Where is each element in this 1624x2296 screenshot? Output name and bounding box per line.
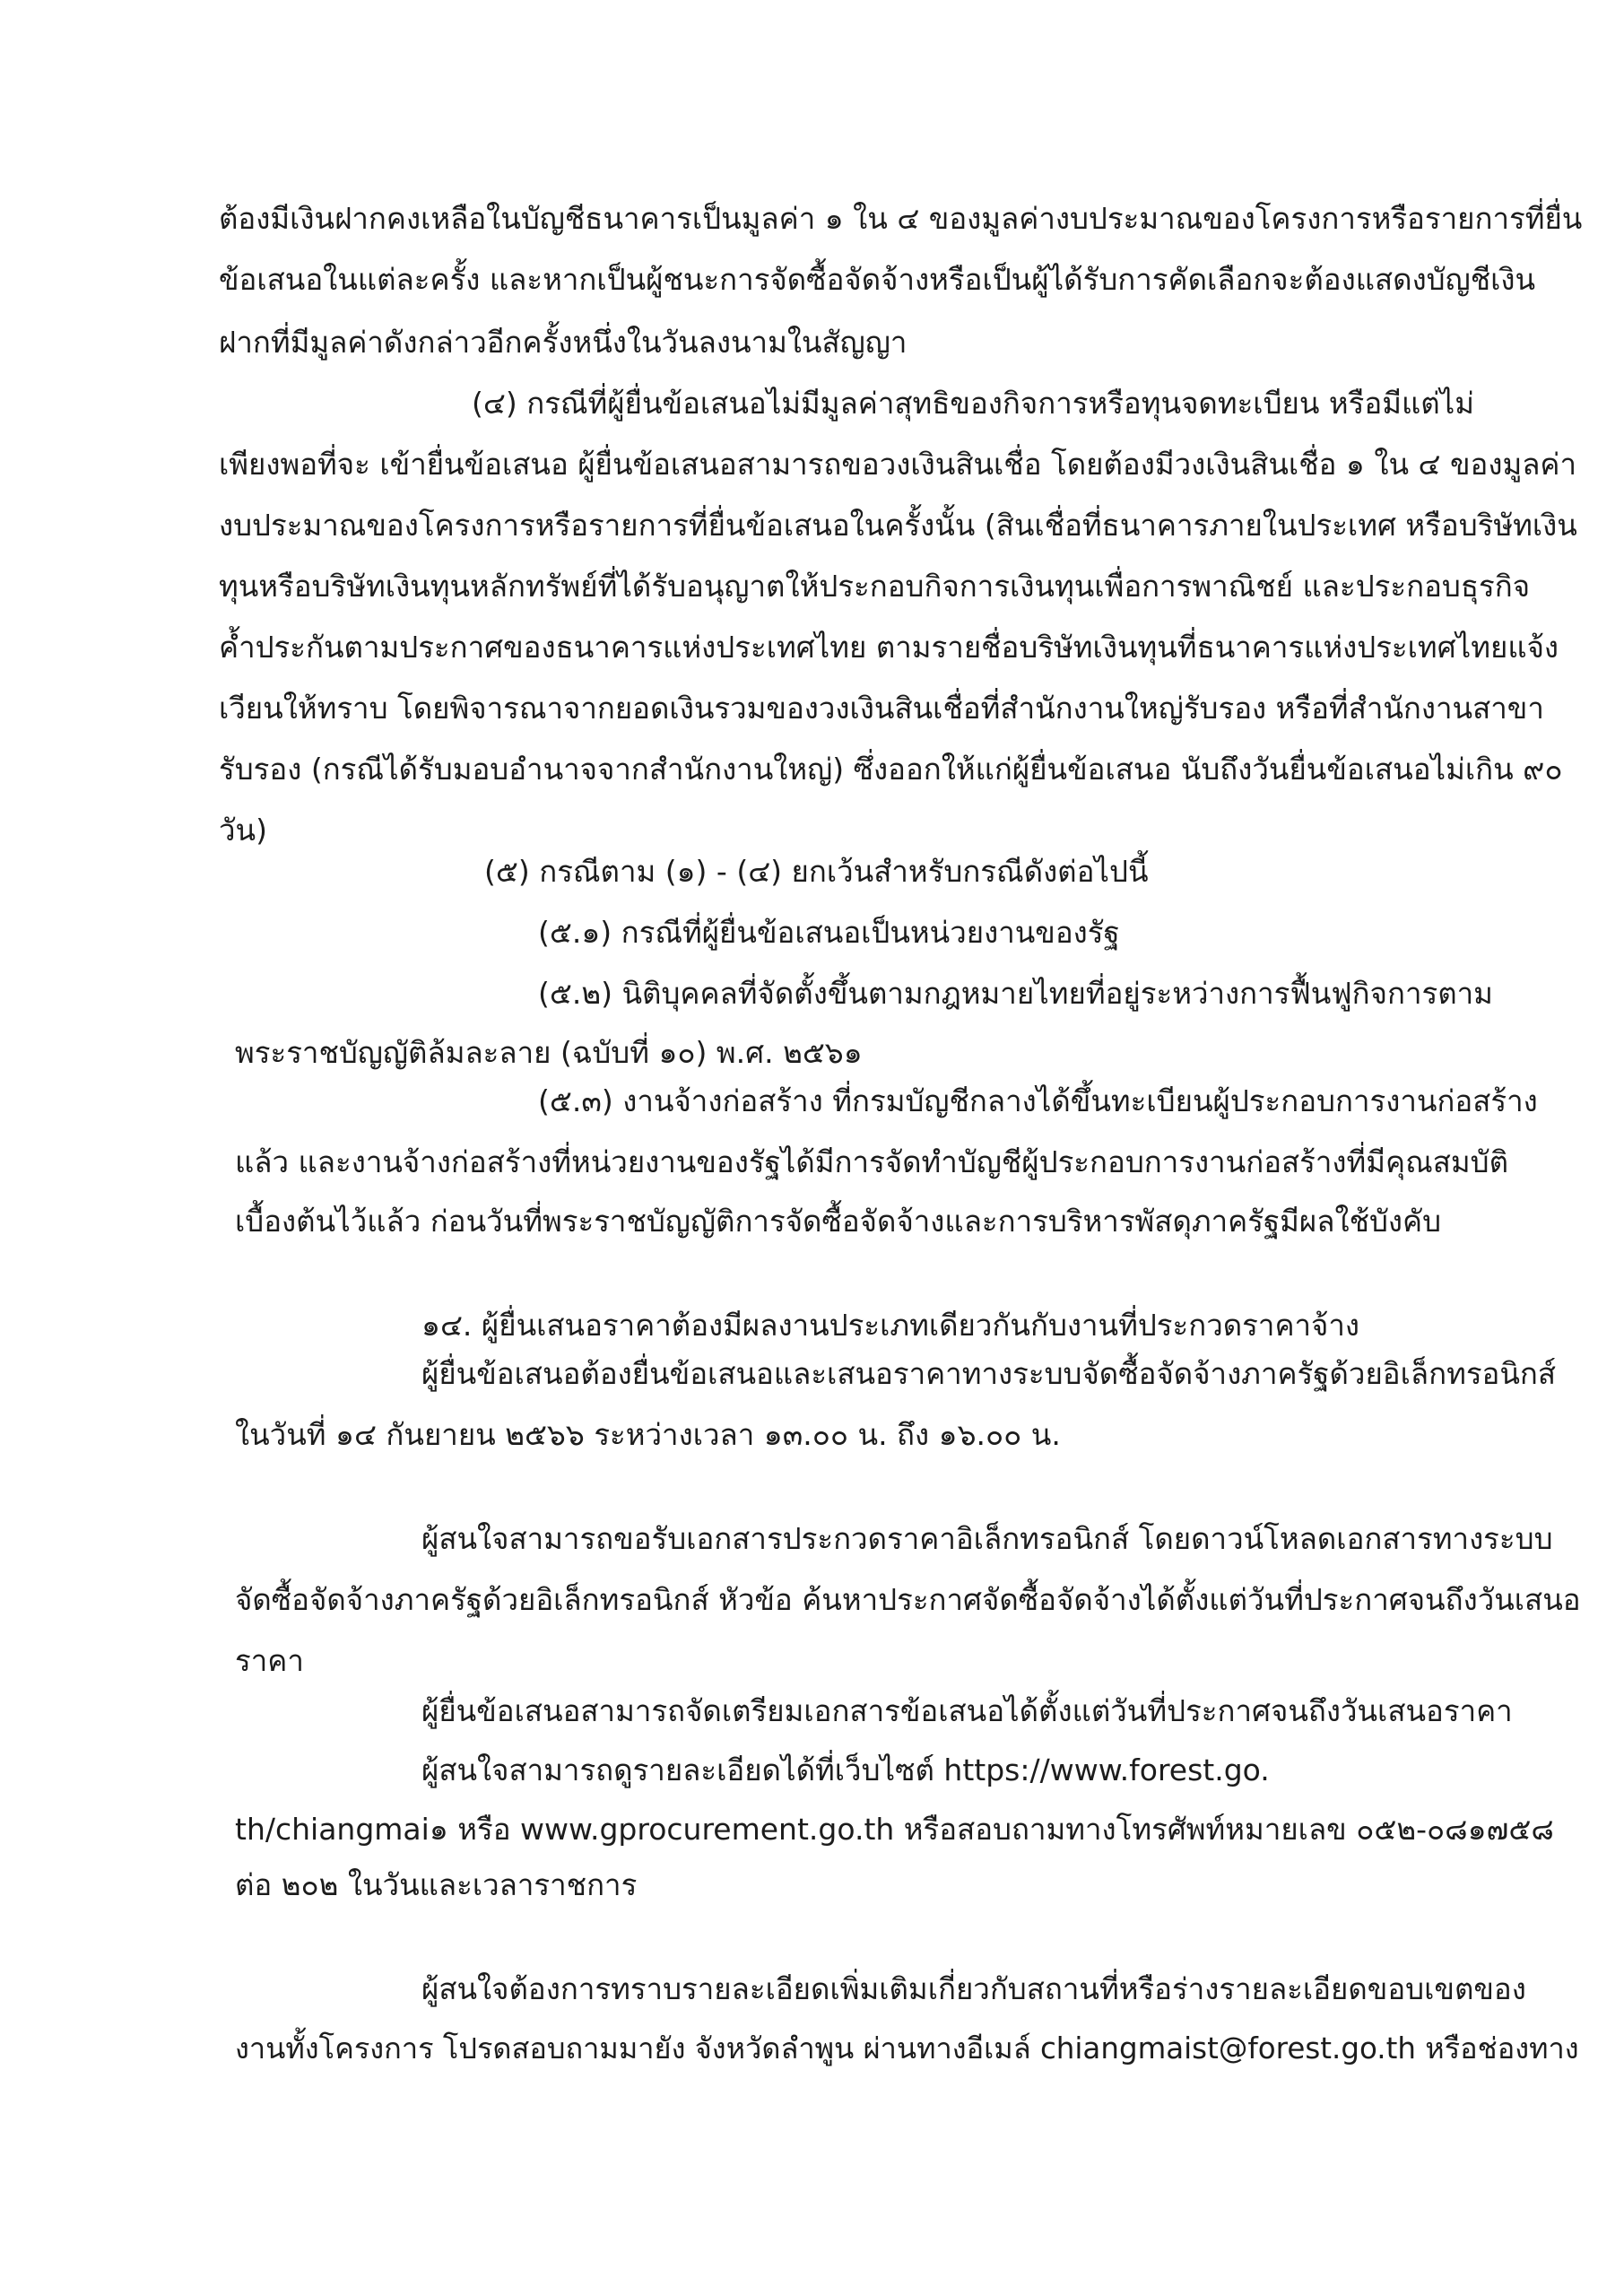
text-line: รับรอง (กรณีได้รับมอบอำนาจจากสำนักงานใหญ่) ซึ่งออกให้แก่ผู้ยื่นข้อเสนอ นับถึงวันยื่นข้อเสนอไม่เกิน ๙๐ — [219, 752, 1563, 787]
text-line: (๕.๒) นิติบุคคลที่จัดตั้งขึ้นตามกฎหมายไทยที่อยู่ระหว่างการฟื้นฟูกิจการตาม — [538, 976, 1493, 1011]
text-line: ฝากที่มีมูลค่าดังกล่าวอีกครั้งหนึ่งในวันลงนามในสัญญา — [219, 325, 908, 360]
text-line: ในวันที่ ๑๔ กันยายน ๒๕๖๖ ระหว่างเวลา ๑๓.๐๐ น. ถึง ๑๖.๐๐ น. — [235, 1417, 1061, 1452]
text-line: ผู้สนใจสามารถขอรับเอกสารประกวดราคาอิเล็กทรอนิกส์ โดยดาวน์โหลดเอกสารทางระบบ — [421, 1521, 1553, 1556]
text-line: งานทั้งโครงการ โปรดสอบถามมายัง จังหวัดลำพูน ผ่านทางอีเมล์ chiangmaist@forest.go.th หรือช่องทาง — [235, 2031, 1579, 2066]
text-line: (๔) กรณีที่ผู้ยื่นข้อเสนอไม่มีมูลค่าสุทธิของกิจการหรือทุนจดทะเบียน หรือมีแต่ไม่ — [472, 386, 1475, 421]
text-line: (๕.๓) งานจ้างก่อสร้าง ที่กรมบัญชีกลางได้ขึ้นทะเบียนผู้ประกอบการงานก่อสร้าง — [538, 1083, 1538, 1118]
text-line: วัน) — [219, 813, 267, 848]
text-line: เบื้องต้นไว้แล้ว ก่อนวันที่พระราชบัญญัติการจัดซื้อจัดจ้างและการบริหารพัสดุภาครัฐมีผลใช้บังคับ — [235, 1204, 1442, 1239]
text-line: ผู้สนใจต้องการทราบรายละเอียดเพิ่มเติมเกี่ยวกับสถานที่หรือร่างรายละเอียดขอบเขตของ — [421, 1971, 1526, 2006]
text-line: th/chiangmai๑ หรือ www.gprocurement.go.th หรือสอบถามทางโทรศัพท์หมายเลข ๐๕๒-๐๘๑๗๕๘ — [235, 1812, 1554, 1847]
text-line: เวียนให้ทราบ โดยพิจารณาจากยอดเงินรวมของวงเงินสินเชื่อที่สำนักงานใหญ่รับรอง หรือที่สำนักงานสาขา — [219, 691, 1544, 726]
text-line: ทุนหรือบริษัทเงินทุนหลักทรัพย์ที่ได้รับอนุญาตให้ประกอบกิจการเงินทุนเพื่อการพาณิชย์ และประกอบธุรกิจ — [219, 569, 1531, 604]
text-line: (๕) กรณีตาม (๑) - (๔) ยกเว้นสำหรับกรณีดังต่อไปนี้ — [484, 854, 1149, 889]
text-line: แล้ว และงานจ้างก่อสร้างที่หน่วยงานของรัฐได้มีการจัดทำบัญชีผู้ประกอบการงานก่อสร้างที่มีคุณสมบัติ — [235, 1144, 1508, 1179]
text-line: ต้องมีเงินฝากคงเหลือในบัญชีธนาคารเป็นมูลค่า ๑ ใน ๔ ของมูลค่างบประมาณของโครงการหรือรายการที่ยื่น — [219, 201, 1583, 236]
text-line: ค้ำประกันตามประกาศของธนาคารแห่งประเทศไทย ตามรายชื่อบริษัทเงินทุนที่ธนาคารแห่งประเทศไทยแจ้ง — [219, 630, 1559, 665]
text-line: งบประมาณของโครงการหรือรายการที่ยื่นข้อเสนอในครั้งนั้น (สินเชื่อที่ธนาคารภายในประเทศ หรือบริษัทเงิน — [219, 508, 1577, 543]
text-line: ต่อ ๒๐๒ ในวันและเวลาราชการ — [235, 1867, 638, 1902]
text-line: จัดซื้อจัดจ้างภาครัฐด้วยอิเล็กทรอนิกส์ หัวข้อ ค้นหาประกาศจัดซื้อจัดจ้างได้ตั้งแต่วันที่ประกาศจนถึงวันเสนอ — [235, 1582, 1581, 1617]
text-line: ๑๔. ผู้ยื่นเสนอราคาต้องมีผลงานประเภทเดียวกันกับงานที่ประกวดราคาจ้าง — [421, 1308, 1360, 1343]
text-line: ผู้ยื่นข้อเสนอต้องยื่นข้อเสนอและเสนอราคาทางระบบจัดซื้อจัดจ้างภาครัฐด้วยอิเล็กทรอนิกส์ — [421, 1356, 1557, 1391]
text-line: เพียงพอที่จะ เข้ายื่นข้อเสนอ ผู้ยื่นข้อเสนอสามารถขอวงเงินสินเชื่อ โดยต้องมีวงเงินสินเชื่อ ๑ ใน ๔ ของมูลค่า — [219, 447, 1577, 482]
text-line: พระราชบัญญัติล้มละลาย (ฉบับที่ ๑๐) พ.ศ. ๒๕๖๑ — [235, 1035, 863, 1070]
text-line: ผู้สนใจสามารถดูรายละเอียดได้ที่เว็บไซต์ https://www.forest.go. — [421, 1752, 1270, 1787]
text-line: ราคา — [235, 1643, 304, 1678]
text-line: (๕.๑) กรณีที่ผู้ยื่นข้อเสนอเป็นหน่วยงานของรัฐ — [538, 915, 1120, 950]
text-line: ผู้ยื่นข้อเสนอสามารถจัดเตรียมเอกสารข้อเสนอได้ตั้งแต่วันที่ประกาศจนถึงวันเสนอราคา — [421, 1693, 1513, 1728]
text-line: ข้อเสนอในแต่ละครั้ง และหากเป็นผู้ชนะการจัดซื้อจัดจ้างหรือเป็นผู้ได้รับการคัดเลือกจะต้องแสดงบัญชีเงิน — [219, 262, 1536, 297]
